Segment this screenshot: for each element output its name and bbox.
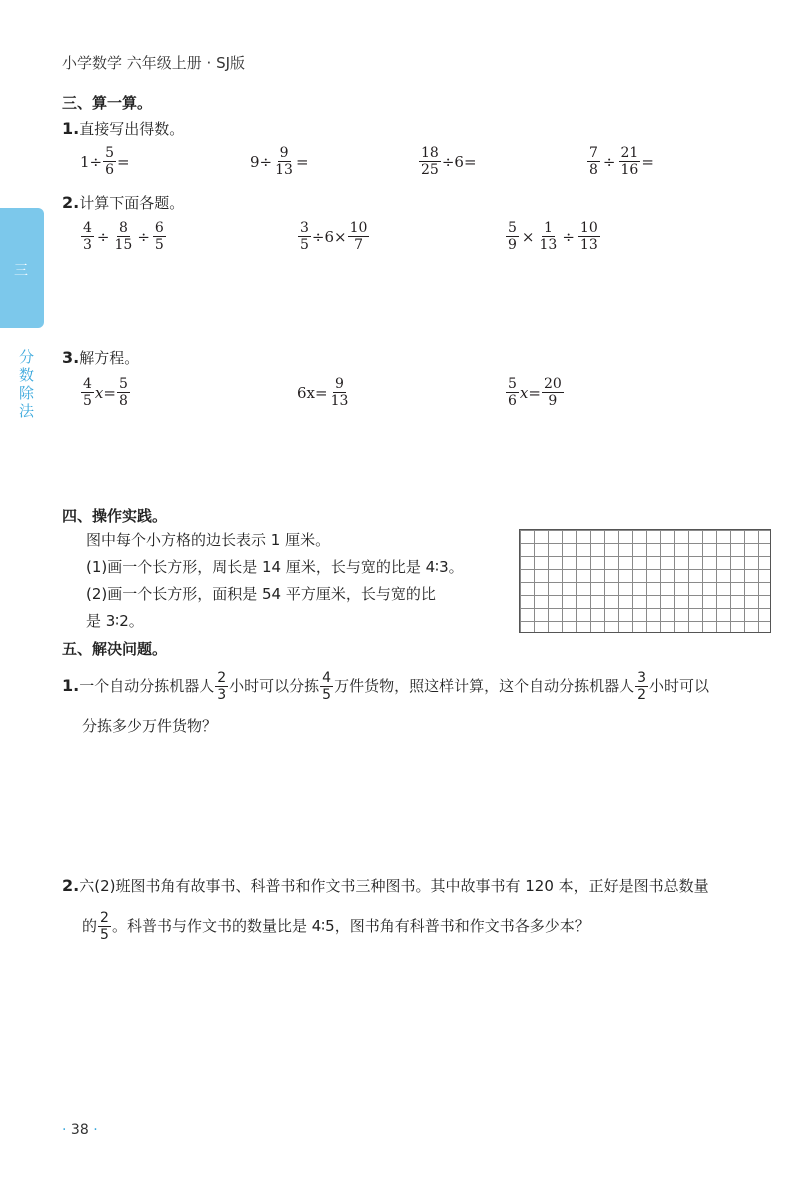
q3-heading bbox=[62, 347, 139, 368]
problem1: 1. 一个自动分拣机器人 $\frac{2}{3}$ 小时可以分拣 $\frac{4}{5}$ 万件货物，照这样计算，这个自动分拣机器人 $\frac{3}{2}$ 小时可以 分拣多少万件货物？ bbox=[62, 666, 782, 746]
section4-title: 四、操作实践。 bbox=[62, 507, 168, 525]
section4-text bbox=[86, 527, 514, 635]
q3-number: 3. bbox=[62, 348, 80, 367]
q2-text: 计算下面各题。 bbox=[79, 194, 185, 212]
q2-heading bbox=[62, 192, 184, 213]
q1-item-d: $\frac{7}{8}$ ÷ $\frac{21}{16}$ = bbox=[589, 145, 654, 178]
q2-item-c: $\frac{5}{9}$ × $\frac{1}{13}$ ÷ $\frac{10}{13}$ bbox=[508, 220, 598, 253]
q1-number: 1. bbox=[62, 119, 80, 138]
q1-heading bbox=[62, 118, 184, 139]
q1-item-a: 1÷ $\frac{5}{6}$ = bbox=[80, 145, 130, 178]
section4-line2: (1)画一个长方形，周长是 14 厘米，长与宽的比是 4∶3。 bbox=[86, 558, 464, 576]
chapter-title: 分数除法 bbox=[19, 348, 35, 420]
section4-line3: (2)画一个长方形，面积是 54 平方厘米，长与宽的比 bbox=[86, 585, 436, 603]
section3-title: 三、算一算。 bbox=[62, 94, 153, 112]
chapter-tab bbox=[0, 208, 44, 328]
problem1-line2: 分拣多少万件货物？ bbox=[82, 717, 218, 735]
q3-text: 解方程。 bbox=[79, 349, 140, 367]
q2-item-a: $\frac{4}{3}$ ÷ $\frac{8}{15}$ ÷ $\frac{6}{5}$ bbox=[83, 220, 164, 253]
q3-item-a: $\frac{4}{5}$ x= $\frac{5}{8}$ bbox=[83, 376, 128, 409]
page-number: · 38 · bbox=[62, 1122, 98, 1138]
q2-number: 2. bbox=[62, 193, 80, 212]
section4-line4: 是 3∶2。 bbox=[86, 612, 144, 630]
q3-item-c: $\frac{5}{6}$ x= $\frac{20}{9}$ bbox=[508, 376, 562, 409]
q1-text: 直接写出得数。 bbox=[79, 120, 185, 138]
grid-paper[interactable] bbox=[519, 529, 771, 633]
section4-line1: 图中每个小方格的边长表示 1 厘米。 bbox=[86, 531, 331, 549]
chapter-tab-label: 三 bbox=[14, 263, 28, 279]
section5-title: 五、解决问题。 bbox=[62, 640, 168, 658]
page-header: 小学数学 六年级上册 · SJ版 bbox=[62, 54, 246, 72]
problem2-line1: 六(2)班图书角有故事书、科普书和作文书三种图书。其中故事书有 120 本，正好是图书总数量 bbox=[79, 877, 709, 895]
problem2: 2.六(2)班图书角有故事书、科普书和作文书三种图书。其中故事书有 120 本，正好是图书总数量 的 $\frac{2}{5}$ 。科普书与作文书的数量比是 4∶5，图书角有科普书和作文书各多少本？ bbox=[62, 876, 709, 943]
q2-item-b: $\frac{3}{5}$ ÷6× $\frac{10}{7}$ bbox=[300, 220, 368, 253]
q1-item-c: $\frac{18}{25}$ ÷6= bbox=[421, 145, 477, 178]
q3-item-b: 6x= $\frac{9}{13}$ bbox=[297, 376, 349, 409]
q1-item-b: 9÷ $\frac{9}{13}$ = bbox=[250, 145, 309, 178]
